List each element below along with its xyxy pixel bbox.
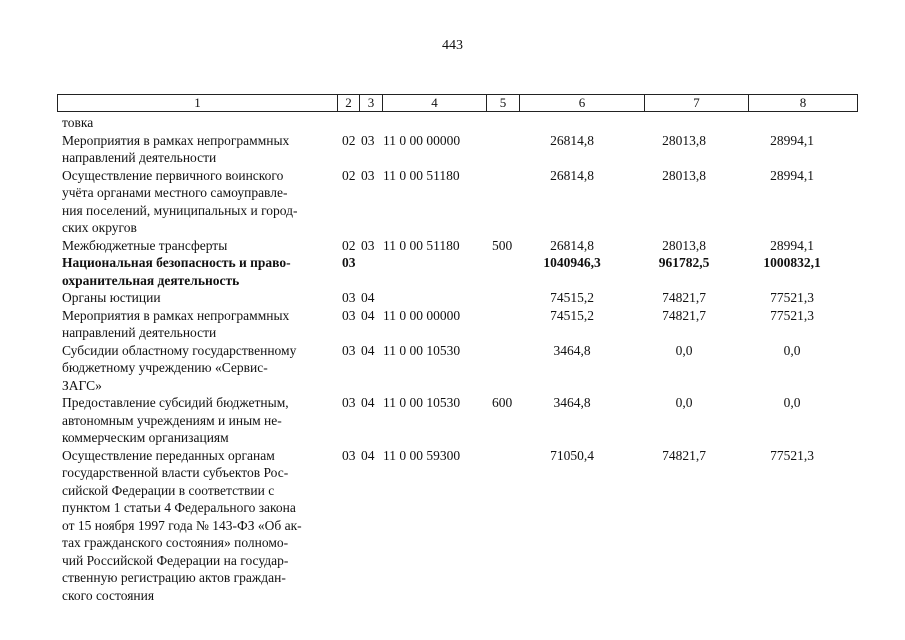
- target-article-code: 11 0 00 59300: [383, 447, 461, 463]
- column-header-table: [57, 94, 858, 112]
- col-header-5: 5: [487, 95, 520, 112]
- target-article-code: 11 0 00 51180: [383, 167, 460, 183]
- row-name: Предоставление субсидий бюджетным, автономным учреждениям и иным не- коммерческим организациям: [62, 395, 289, 445]
- section-code: 03: [342, 290, 356, 305]
- page-number: 443: [442, 38, 463, 53]
- amount-col7: 74821,7: [662, 290, 706, 305]
- table-row: [62, 342, 852, 395]
- column-header-row: [58, 95, 858, 112]
- target-article-code: 11 0 00 10530: [383, 395, 461, 410]
- amount-col8: 77521,3: [770, 290, 814, 305]
- amount-col7: 961782,5: [658, 255, 710, 270]
- col-header-7: 7: [645, 95, 749, 112]
- row-name: Национальная безопасность и право- охранительная деятельность: [62, 255, 291, 288]
- target-article-code: 11 0 00 00000: [383, 132, 461, 148]
- col-header-6: 6: [520, 95, 645, 112]
- amount-col6: 26814,8: [550, 237, 594, 253]
- amount-col7: 74821,7: [662, 447, 706, 463]
- subsection-code: 04: [361, 447, 375, 463]
- amount-col8: 28994,1: [770, 132, 814, 148]
- section-code: 02: [342, 132, 356, 148]
- table-row: [62, 132, 852, 167]
- section-code: 02: [342, 167, 356, 183]
- amount-col6: 74515,2: [550, 290, 594, 305]
- row-name: Осуществление первичного воинского учёта органами местного самоуправле- ния поселений, муниципальных и город- ских округов: [62, 167, 298, 235]
- row-name: Органы юстиции: [62, 290, 161, 305]
- col-header-8: 8: [749, 95, 858, 112]
- row-name: Осуществление переданных органам государственной власти субъектов Рос- сийской Федерации в соответствии с пунктом 1 статьи 4 Федерального закона от 15 ноября 1997 года № 143-ФЗ «Об ак- тах гражданского состояния» полномо- чий Российской Федерации на государ- ственную регистрацию актов граждан- ского состояния: [62, 447, 302, 603]
- row-name: Мероприятия в рамках непрограммных направлений деятельности: [62, 307, 290, 340]
- table-row: [62, 254, 852, 289]
- expense-type-code: 500: [492, 237, 513, 253]
- section-code: 03: [342, 255, 356, 270]
- subsection-code: 03: [361, 167, 375, 183]
- amount-col7: 0,0: [675, 395, 693, 410]
- target-article-code: 11 0 00 00000: [383, 307, 461, 323]
- amount-col7: 0,0: [675, 342, 693, 358]
- row-name: Межбюджетные трансферты: [62, 237, 228, 253]
- col-header-2: 2: [338, 95, 360, 112]
- subsection-code: 03: [361, 132, 375, 148]
- amount-col6: 1040946,3: [543, 255, 601, 270]
- col-header-3: 3: [360, 95, 383, 112]
- section-code: 03: [342, 447, 356, 463]
- amount-col7: 74821,7: [662, 307, 706, 323]
- amount-col8: 1000832,1: [763, 255, 821, 270]
- amount-col7: 28013,8: [662, 167, 706, 183]
- table-row: [62, 167, 852, 237]
- section-code: 03: [342, 342, 356, 358]
- table-row: [62, 447, 852, 605]
- subsection-code: 04: [361, 395, 375, 410]
- amount-col6: 26814,8: [550, 132, 594, 148]
- amount-col8: 28994,1: [770, 237, 814, 253]
- row-name: Мероприятия в рамках непрограммных направлений деятельности: [62, 132, 290, 165]
- table-row: [62, 237, 852, 255]
- amount-col8: 77521,3: [770, 447, 814, 463]
- table-row: [62, 307, 852, 342]
- amount-col8: 28994,1: [770, 167, 814, 183]
- col-header-1: 1: [58, 95, 338, 112]
- expense-type-code: 600: [492, 395, 513, 410]
- amount-col6: 3464,8: [553, 342, 591, 358]
- section-code: 02: [342, 237, 356, 253]
- amount-col7: 28013,8: [662, 237, 706, 253]
- amount-col6: 71050,4: [550, 447, 594, 463]
- table-row: [62, 394, 852, 447]
- subsection-code: 03: [361, 237, 375, 253]
- amount-col8: 0,0: [783, 342, 801, 358]
- row-name: Субсидии областному государственному бюджетному учреждению «Сервис- ЗАГС»: [62, 342, 297, 393]
- section-code: 03: [342, 307, 356, 323]
- target-article-code: 11 0 00 51180: [383, 237, 460, 253]
- amount-col6: 74515,2: [550, 307, 594, 323]
- col-header-4: 4: [383, 95, 487, 112]
- table-row: [62, 114, 852, 132]
- subsection-code: 04: [361, 307, 375, 323]
- amount-col7: 28013,8: [662, 132, 706, 148]
- subsection-code: 04: [361, 290, 375, 305]
- amount-col8: 77521,3: [770, 307, 814, 323]
- amount-col6: 26814,8: [550, 167, 594, 183]
- target-article-code: 11 0 00 10530: [383, 342, 461, 358]
- table-row: [62, 289, 852, 307]
- subsection-code: 04: [361, 342, 375, 358]
- budget-rows: [62, 114, 852, 604]
- section-code: 03: [342, 395, 356, 410]
- amount-col8: 0,0: [783, 395, 801, 410]
- row-name: товка: [62, 115, 94, 130]
- amount-col6: 3464,8: [553, 395, 591, 410]
